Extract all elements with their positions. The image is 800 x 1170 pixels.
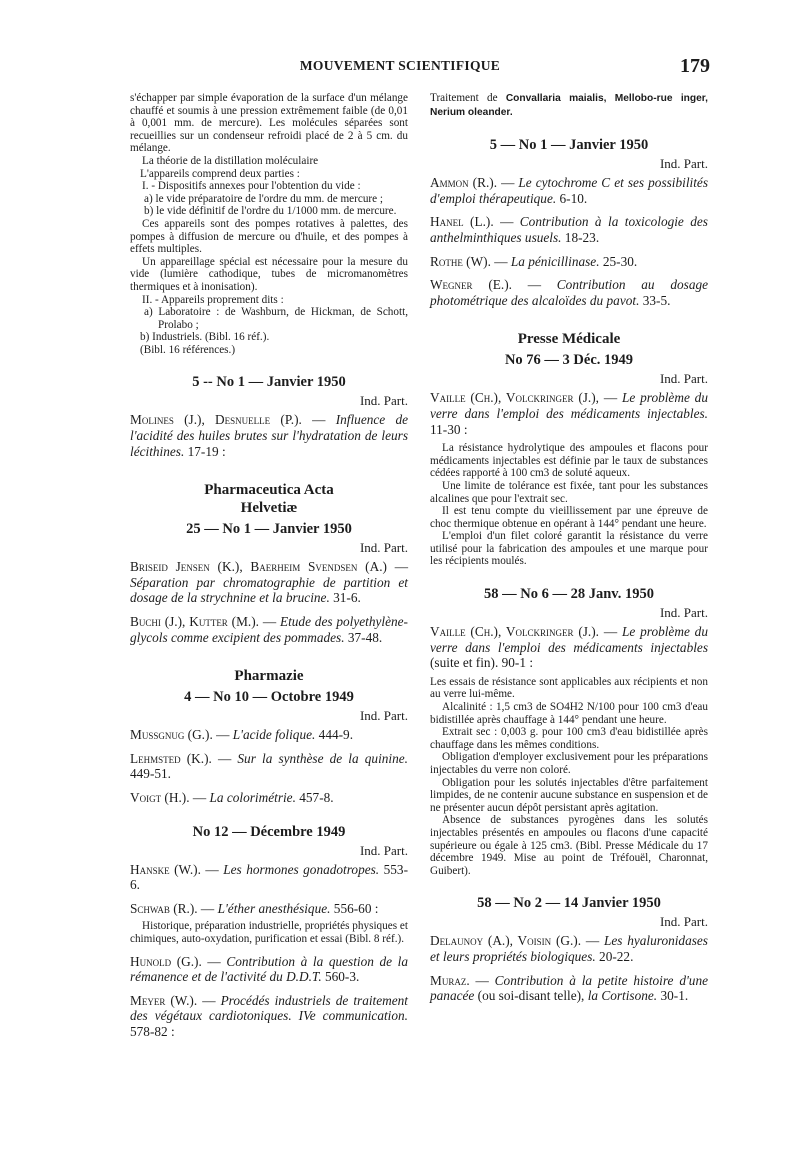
left-column	[130, 92, 408, 1048]
journal-title: Presse Médicale	[517, 331, 621, 348]
ind-part-label: Ind. Part.	[359, 708, 408, 724]
ind-part-label: Ind. Part.	[659, 371, 708, 387]
paragraph: s'échapper par simple évaporation de la surface d'un mélange chauffé et soumis à une pression extrêmement faible (de 0,01 à 0,001 mm. de mercure). Les molécules séparées sont recueillies sur un condenseur refroidi placé de 2 à 5 cm. du mélange.	[130, 92, 408, 155]
list-item: b) le vide définitif de l'ordre du 1/1000 mm. de mercure.	[144, 205, 397, 218]
issue-heading: No 12 — Décembre 1949	[192, 823, 346, 840]
list-item: a) le vide préparatoire de l'ordre du mm. de mercure ;	[144, 192, 384, 205]
bibliographic-entry: Vaille (Ch.), Volckringer (J.). — Le problème du verre dans l'emploi des médicaments injectables (suite et fin). 90-1 :	[430, 624, 708, 671]
right-column	[430, 92, 708, 1012]
running-header: MOUVEMENT SCIENTIFIQUE	[299, 58, 501, 73]
issue-heading: 25 — No 1 — Janvier 1950	[186, 521, 352, 538]
issue-heading: 58 — No 6 — 28 Janv. 1950	[484, 586, 654, 603]
ind-part-label: Ind. Part.	[659, 914, 708, 930]
list-item: b) Industriels. (Bibl. 16 réf.).	[140, 331, 270, 344]
bibliographic-entry: Mussgnug (G.). — L'acide folique. 444-9.	[130, 727, 354, 743]
ind-part-label: Ind. Part.	[659, 605, 708, 621]
bibliographic-entry: Wegner (E.). — Contribution au dosage photométrique des alcaloïdes du pavot. 33-5.	[430, 277, 709, 308]
bibliographic-entry: Hunold (G.). — Contribution à la question de la rémanence et de l'activité du D.D.T. 560-3.	[130, 953, 409, 985]
bibliographic-entry: Schwab (R.). — L'éther anesthésique. 556-60 :	[130, 900, 379, 916]
paragraph: Ces appareils sont des pompes rotatives à palettes, des pompes à diffusion de mercure ou d'huile, et des pompes à effets multiples.	[130, 217, 408, 256]
issue-heading: 58 — No 2 — 14 Janvier 1950	[477, 895, 661, 912]
intro-text: Traitement de Convallaria maialis, Mellobo-rue inger, Nerium oleander.	[430, 92, 708, 118]
bibliography-note: (Bibl. 16 références.)	[140, 343, 236, 356]
bibliographic-entry: Meyer (W.). — Procédés industriels de traitement des végétaux cardiotoniques. IVe communication. 578-82 :	[130, 992, 408, 1039]
issue-heading: 5 -- No 1 — Janvier 1950	[192, 374, 346, 391]
bibliographic-entry: Rothe (W). — La pénicillinase. 25-30.	[430, 253, 638, 269]
bibliographic-entry: Buchi (J.), Kutter (M.). — Etude des polyethylène-glycols comme excipient des pommades. 37-48.	[130, 614, 408, 645]
issue-heading: No 76 — 3 Déc. 1949	[504, 352, 634, 369]
bibliographic-entry: Muraz. — Contribution à la petite histoire d'une panacée (ou soi-disant telle), la Cortisone. 30-1.	[430, 972, 709, 1004]
journal-title: Pharmaceutica Acta Helvetiæ	[204, 482, 334, 517]
bibliographic-entry: Molines (J.), Desnuelle (P.). — Influence de l'acidité des huiles brutes sur l'hydratation de leurs lécithines. 17-19 :	[130, 412, 408, 459]
ind-part-label: Ind. Part.	[359, 393, 408, 409]
ind-part-label: Ind. Part.	[359, 842, 408, 858]
paragraph: L'appareils comprend deux parties :	[140, 167, 300, 180]
page-number: 179	[680, 55, 710, 77]
ind-part-label: Ind. Part.	[359, 540, 408, 556]
bibliographic-entry: Lehmsted (K.). — Sur la synthèse de la quinine. 449-51.	[130, 750, 408, 782]
abstract-note: La résistance hydrolytique des ampoules et flacons pour médicaments injectables est définie par le taux de substances cédées rapporté à 100 cm3 de soluté aqueux. Une limite de tolérance est fixée, tant pour les substances alcalines que pour l'extrait sec. Il est tenu compte du vieillissement par une épreuve de choc thermique obtenue en opérant à 144° pendant une heure. L'emploi d'un filet coloré garantit la résistance du verre utilisé pour la fabrication des ampoules et une marque pour les récipients moulés.	[430, 442, 708, 568]
paragraph: La théorie de la distillation moléculaire	[142, 154, 319, 167]
bibliographic-entry: Hanske (W.). — Les hormones gonadotropes. 553-6.	[130, 861, 408, 893]
bibliographic-entry: Voigt (H.). — La colorimétrie. 457-8.	[130, 790, 334, 805]
issue-heading: 4 — No 10 — Octobre 1949	[184, 689, 354, 706]
bibliographic-entry: Briseid Jensen (K.), Baerheim Svendsen (A.) — Séparation par chromatographie de partition et dosage de la strychnine et la brucine. 31-6.	[130, 559, 409, 606]
bibliographic-entry: Delaunoy (A.), Voisin (G.). — Les hyaluronidases et leurs propriétés biologiques. 20-22.	[430, 933, 708, 964]
list-item: a) Laboratoire : de Washburn, de Hickman, de Schott, Prolabo ;	[144, 306, 408, 331]
bibliographic-entry: Vaille (Ch.), Volckringer (J.), — Le problème du verre dans l'emploi des médicaments injectables. 11-30 :	[430, 390, 708, 437]
journal-title: Pharmazie	[234, 668, 304, 685]
paragraph: Un appareillage spécial est nécessaire pour la mesure du vide (lumière cathodique, tubes de micromanomètres thermiques et à inonisation).	[130, 255, 408, 293]
paragraph: I. - Dispositifs annexes pour l'obtention du vide :	[142, 180, 361, 193]
abstract-note: Les essais de résistance sont applicables aux récipients et non au verre lui-même. Alcalinité : 1,5 cm3 de SO4H2 N/100 pour 100 cm3 d'eau bidistillée après chauffage à 144° pendant une heure. Extrait sec : 0,003 g. pour 100 cm3 d'eau bidistillée après chauffage dans les mêmes conditions. Obligation d'employer exclusivement pour les préparations injectables du verre non coloré. Obligation pour les solutés injectables d'être parfaitement limpides, de ne contenir aucune substance en suspension et de ne présenter aucun dépôt persistant après agitation. Absence de substances pyrogènes dans les solutés injectables présentés en ampoules ou flacons d'une capacité supérieure ou égale à 125 cm3. (Bibl. Presse Médicale du 17 décembre 1949. Mise au point de Tréfouël, Charonnat, Guibert).	[430, 675, 708, 877]
bibliographic-entry: Hanel (L.). — Contribution à la toxicologie des anthelminthiques usuels. 18-23.	[430, 214, 708, 245]
bibliographic-entry: Ammon (R.). — Le cytochrome C et ses possibilités d'emploi thérapeutique. 6-10.	[430, 175, 708, 206]
abstract-note: Historique, préparation industrielle, propriétés physiques et chimiques, auto-oxydation, purification et essai (Bibl. 8 réf.).	[130, 920, 408, 945]
issue-heading: 5 — No 1 — Janvier 1950	[489, 137, 649, 154]
ind-part-label: Ind. Part.	[659, 156, 708, 172]
paragraph: II. - Appareils proprement dits :	[142, 293, 284, 306]
intro-text	[130, 92, 408, 356]
